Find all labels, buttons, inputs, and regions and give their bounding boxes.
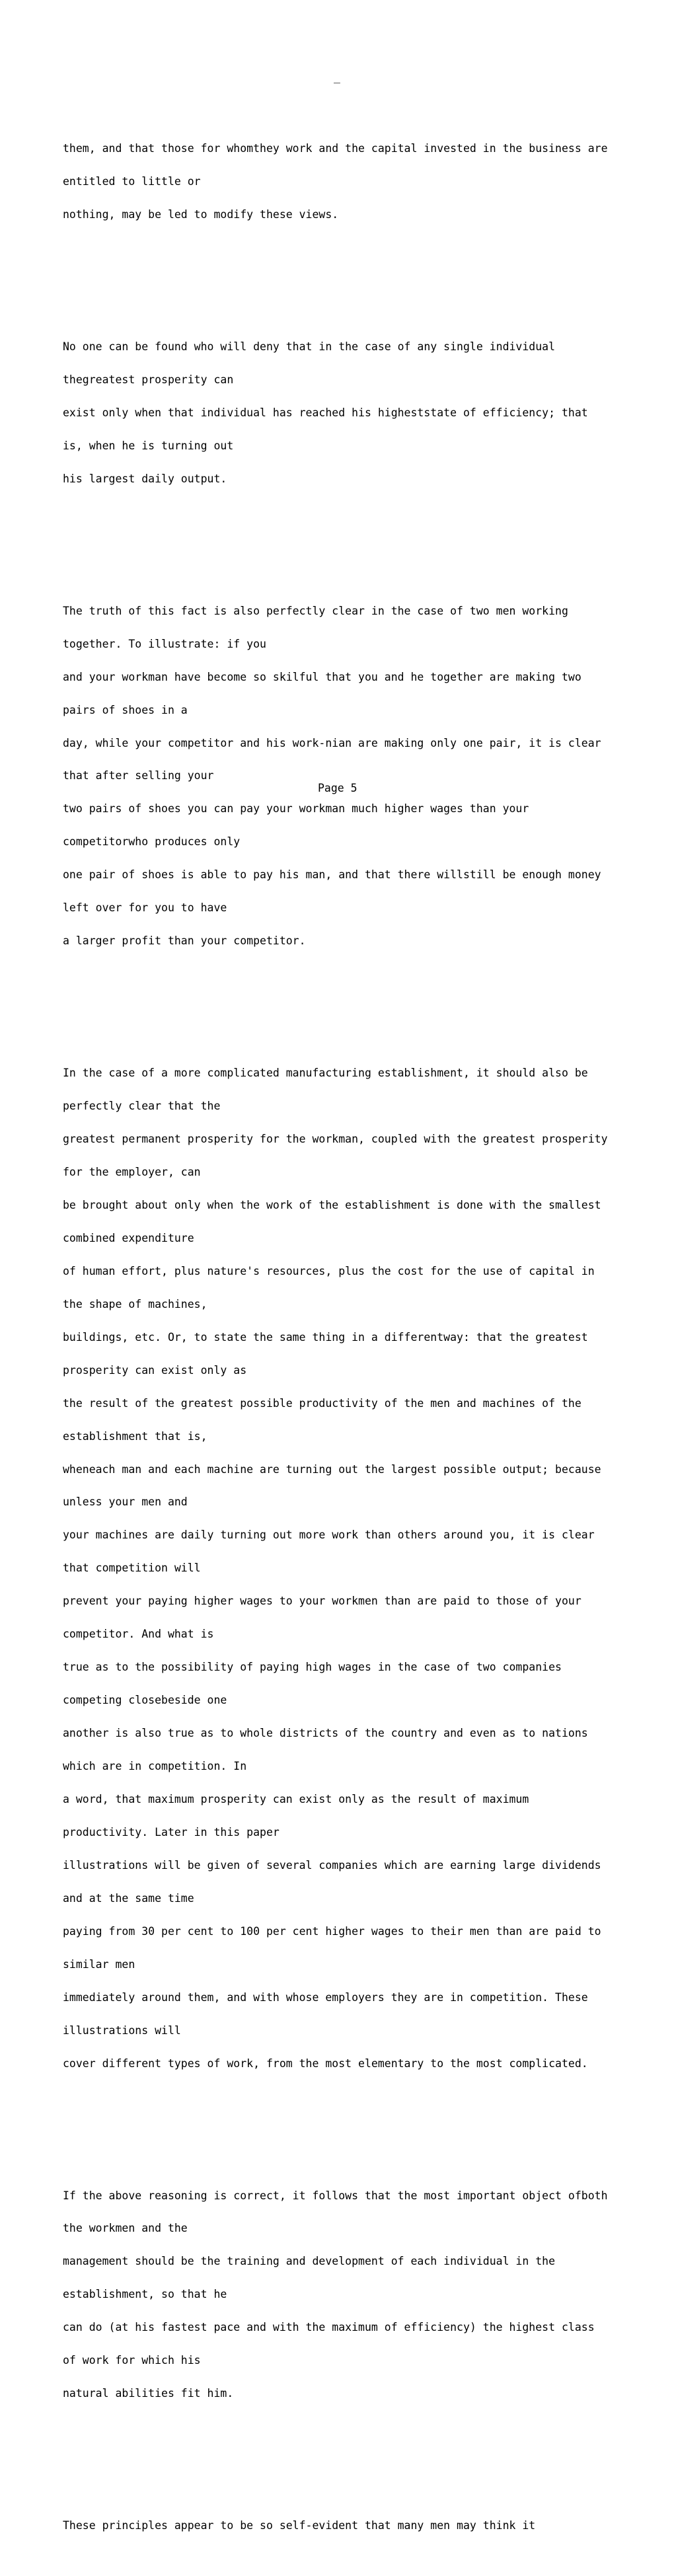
text-line: immediately around them, and with whose employers they are in competition. These (63, 1990, 588, 2004)
paragraph-gap (63, 2443, 657, 2454)
text-line: productivity. Later in this paper (63, 1825, 280, 1838)
page-number: Page 5 (318, 782, 357, 794)
text-line: a larger profit than your competitor. (63, 934, 306, 948)
paragraph (63, 320, 657, 507)
text-line: establishment that is, (63, 1429, 207, 1443)
text-line: the shape of machines, (63, 1297, 207, 1310)
text-line: natural abilities fit him. (63, 2387, 234, 2400)
text-line: your machines are daily turning out more work than others around you, it is clear (63, 1529, 595, 1542)
text-line: the result of the greatest possible productivity of the men and machines of the (63, 1396, 581, 1410)
text-line: is, when he is turning out (63, 439, 234, 452)
text-line: his largest daily output. (63, 472, 227, 485)
text-line: combined expenditure (63, 1231, 194, 1244)
paragraph-gap (63, 264, 657, 276)
text-line: that after selling your (63, 769, 214, 782)
text-line: perfectly clear that the (63, 1100, 221, 1113)
text-line: one pair of shoes is able to pay his man, and that there willstill be enough money (63, 868, 601, 882)
text-line: which are in competition. In (63, 1760, 247, 1773)
text-line: that competition will (63, 1562, 201, 1575)
text-line: of human effort, plus nature's resources, plus the cost for the use of capital in (63, 1264, 595, 1277)
paragraph-gap (63, 529, 657, 540)
text-line: competitorwho produces only (63, 835, 241, 849)
text-line: prosperity can exist only as (63, 1363, 247, 1377)
text-line: exist only when that individual has reached his higheststate of efficiency; that (63, 406, 588, 419)
header-mark: _ (334, 71, 340, 83)
text-line: them, and that those for whomthey work and the capital invested in the business are (63, 142, 608, 155)
paragraph (63, 2499, 657, 2554)
text-line: These principles appear to be so self-evident that many men may think it (63, 2519, 536, 2532)
text-line: and at the same time (63, 1891, 194, 1905)
text-line: another is also true as to whole districts of the country and even as to nations (63, 1727, 588, 1740)
text-line: illustrations will (63, 2024, 181, 2037)
text-line: nothing, may be led to modify these views. (63, 208, 339, 221)
text-line: In the case of a more complicated manufacturing establishment, it should also be (63, 1067, 588, 1080)
paragraph (63, 1046, 657, 2092)
text-line: cover different types of work, from the most elementary to the most complicated. (63, 2057, 588, 2070)
text-line: management should be the training and development of each individual in the (63, 2255, 556, 2268)
text-line: can do (at his fastest pace and with the maximum of efficiency) the highest class (63, 2321, 595, 2334)
text-line: illustrations will be given of several companies which are earning large dividends (63, 1858, 601, 1872)
text-line: be brought about only when the work of the establishment is done with the smallest (63, 1198, 601, 1211)
text-line: together. To illustrate: if you (63, 637, 266, 650)
text-line: a word, that maximum prosperity can exist only as the result of maximum (63, 1793, 529, 1806)
text-line: paying from 30 per cent to 100 per cent higher wages to their men than are paid to (63, 1924, 601, 1938)
text-line: the workmen and the (63, 2222, 188, 2235)
text-line: buildings, etc. Or, to state the same thing in a differentway: that the greatest (63, 1330, 588, 1344)
text-line: establishment, so that he (63, 2288, 227, 2301)
paragraph-gap (63, 991, 657, 1002)
text-line: and your workman have become so skilful that you and he together are making two (63, 670, 581, 683)
text-line: thegreatest prosperity can (63, 373, 234, 386)
text-line: prevent your paying higher wages to your workmen than are paid to those of your (63, 1595, 581, 1608)
text-line: pairs of shoes in a (63, 703, 188, 716)
paragraph (63, 2168, 657, 2421)
text-line: of work for which his (63, 2354, 201, 2367)
text-line: true as to the possibility of paying high wages in the case of two companies (63, 1661, 562, 1674)
text-line: If the above reasoning is correct, it follows that the most important object ofboth (63, 2189, 608, 2202)
document-body (63, 89, 657, 2575)
text-line: day, while your competitor and his work-nian are making only one pair, it is clear (63, 736, 601, 749)
text-line: competing closebeside one (63, 1694, 227, 1707)
text-line: entitled to little or (63, 175, 201, 188)
text-line: No one can be found who will deny that in the case of any single individual (63, 340, 556, 354)
text-line: competitor. And what is (63, 1628, 214, 1641)
paragraph (63, 584, 657, 969)
paragraph-gap (63, 2113, 657, 2125)
text-line: similar men (63, 1957, 135, 1971)
paragraph (63, 122, 657, 243)
text-line: The truth of this fact is also perfectly clear in the case of two men working (63, 604, 568, 617)
text-line: unless your men and (63, 1496, 188, 1509)
text-line: left over for you to have (63, 901, 227, 915)
text-line: wheneach man and each machine are turning out the largest possible output; because (63, 1462, 601, 1476)
text-line: greatest permanent prosperity for the workman, coupled with the greatest prosperity (63, 1132, 608, 1145)
text-line: for the employer, can (63, 1165, 201, 1178)
text-line: two pairs of shoes you can pay your workman much higher wages than your (63, 802, 529, 815)
